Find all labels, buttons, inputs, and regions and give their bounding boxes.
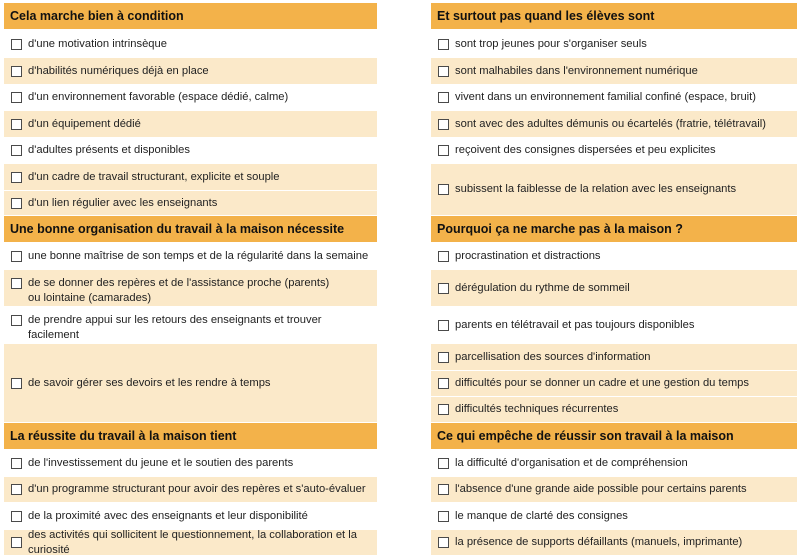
checklist-item[interactable]: [431, 84, 797, 110]
checkbox-icon[interactable]: [438, 39, 449, 50]
checkbox-icon[interactable]: [438, 184, 449, 195]
item-label: sont avec des adultes démunis ou écartelés (fratrie, télétravail): [455, 117, 766, 130]
checklist-item[interactable]: [431, 396, 797, 422]
checkbox-icon[interactable]: [11, 119, 22, 130]
checkbox-icon[interactable]: [438, 484, 449, 495]
item-label: vivent dans un environnement familial confiné (espace, bruit): [455, 91, 756, 104]
section-header: Cela marche bien à condition: [4, 3, 377, 29]
checklist-item[interactable]: [4, 502, 377, 529]
checklist-item[interactable]: [4, 30, 377, 57]
item-label: l'absence d'une grande aide possible pour certains parents: [455, 483, 747, 496]
checkbox-icon[interactable]: [438, 378, 449, 389]
checklist-item[interactable]: [4, 84, 377, 110]
checkbox-icon[interactable]: [438, 458, 449, 469]
checklist-item[interactable]: [4, 242, 377, 269]
item-label: procrastination et distractions: [455, 249, 601, 262]
checklist-item[interactable]: [431, 269, 797, 306]
checkbox-icon[interactable]: [438, 537, 449, 548]
item-label: de savoir gérer ses devoirs et les rendre à temps: [28, 376, 271, 389]
checklist-item[interactable]: [431, 57, 797, 84]
checklist-item[interactable]: [431, 163, 797, 215]
section-header: La réussite du travail à la maison tient: [4, 423, 377, 449]
item-label: reçoivent des consignes dispersées et peu explicites: [455, 144, 716, 157]
section-header: Ce qui empêche de réussir son travail à la maison: [431, 423, 797, 449]
checklist-item[interactable]: [431, 306, 797, 343]
checkbox-icon[interactable]: [438, 283, 449, 294]
item-label: de se donner des repères et de l'assistance proche (parents) ou lointaine (camarades): [28, 277, 330, 304]
checklist-item[interactable]: [4, 110, 377, 137]
checklist-item[interactable]: [4, 529, 377, 555]
checklist-item[interactable]: [4, 57, 377, 84]
checklist-item[interactable]: [431, 110, 797, 137]
item-label: de prendre appui sur les retours des enseignants et trouver facilement: [28, 314, 322, 341]
checklist-item[interactable]: [4, 306, 377, 343]
checklist-item[interactable]: [4, 190, 377, 215]
item-label: difficultés techniques récurrentes: [455, 403, 619, 416]
item-label: parents en télétravail et pas toujours disponibles: [455, 318, 695, 331]
item-label: des activités qui sollicitent le questionnement, la collaboration et la curiosité: [28, 528, 357, 556]
section-header: Et surtout pas quand les élèves sont: [431, 3, 797, 29]
checklist-item[interactable]: [431, 343, 797, 370]
checkbox-icon[interactable]: [438, 119, 449, 130]
item-label: d'un environnement favorable (espace dédié, calme): [28, 91, 289, 104]
checkbox-icon[interactable]: [438, 145, 449, 156]
checkbox-icon[interactable]: [11, 198, 22, 209]
checkbox-icon[interactable]: [438, 66, 449, 77]
item-label: une bonne maîtrise de son temps et de la régularité dans la semaine: [28, 249, 369, 262]
item-label: la présence de supports défaillants (manuels, imprimante): [455, 536, 743, 549]
checklist-item[interactable]: [4, 269, 377, 306]
checklist-item[interactable]: [431, 476, 797, 502]
checklist-item[interactable]: [431, 242, 797, 269]
checkbox-icon[interactable]: [11, 172, 22, 183]
item-label: de la proximité avec des enseignants et leur disponibilité: [28, 509, 308, 522]
item-label: subissent la faiblesse de la relation avec les enseignants: [455, 183, 737, 196]
section-header: Pourquoi ça ne marche pas à la maison ?: [431, 216, 797, 242]
checklist-item[interactable]: [4, 449, 377, 476]
checkbox-icon[interactable]: [11, 484, 22, 495]
item-label: difficultés pour se donner un cadre et une gestion du temps: [455, 377, 749, 390]
checkbox-icon[interactable]: [438, 92, 449, 103]
item-label: le manque de clarté des consignes: [455, 509, 628, 522]
item-label: d'un équipement dédié: [28, 117, 141, 130]
checkbox-icon[interactable]: [11, 537, 22, 548]
item-label: la difficulté d'organisation et de compréhension: [455, 456, 688, 469]
checkbox-icon[interactable]: [438, 251, 449, 262]
checklist-item[interactable]: [431, 529, 797, 555]
item-label: sont trop jeunes pour s'organiser seuls: [455, 37, 647, 50]
checklist-item[interactable]: [431, 449, 797, 476]
checkbox-icon[interactable]: [11, 511, 22, 522]
checkbox-icon[interactable]: [11, 92, 22, 103]
checkbox-icon[interactable]: [11, 251, 22, 262]
checkbox-icon[interactable]: [11, 145, 22, 156]
item-label: d'un lien régulier avec les enseignants: [28, 196, 218, 209]
checkbox-icon[interactable]: [438, 320, 449, 331]
checkbox-icon[interactable]: [11, 278, 22, 289]
checklist-item[interactable]: [4, 163, 377, 190]
checklist-item[interactable]: [431, 30, 797, 57]
item-label: dérégulation du rythme de sommeil: [455, 281, 630, 294]
checkbox-icon[interactable]: [11, 458, 22, 469]
checkbox-icon[interactable]: [11, 315, 22, 326]
checklist-item[interactable]: [4, 476, 377, 502]
item-label: parcellisation des sources d'information: [455, 350, 651, 363]
item-label: d'une motivation intrinsèque: [28, 37, 167, 50]
checkbox-icon[interactable]: [11, 66, 22, 77]
checklist-item[interactable]: [431, 370, 797, 396]
checkbox-icon[interactable]: [438, 404, 449, 415]
item-label: d'adultes présents et disponibles: [28, 144, 190, 157]
checklist-item[interactable]: [4, 343, 377, 422]
item-label: de l'investissement du jeune et le soutien des parents: [28, 456, 294, 469]
item-label: sont malhabiles dans l'environnement numérique: [455, 64, 698, 77]
checklist-item[interactable]: [431, 502, 797, 529]
item-label: d'un programme structurant pour avoir des repères et s'auto-évaluer: [28, 483, 366, 496]
checkbox-icon[interactable]: [11, 39, 22, 50]
item-label: d'habilités numériques déjà en place: [28, 64, 209, 77]
checkbox-icon[interactable]: [438, 511, 449, 522]
checklist-item[interactable]: [4, 137, 377, 163]
section-header: Une bonne organisation du travail à la maison nécessite: [4, 216, 377, 242]
item-label: d'un cadre de travail structurant, explicite et souple: [28, 170, 280, 183]
checkbox-icon[interactable]: [11, 378, 22, 389]
checklist-item[interactable]: [431, 137, 797, 163]
checkbox-icon[interactable]: [438, 352, 449, 363]
